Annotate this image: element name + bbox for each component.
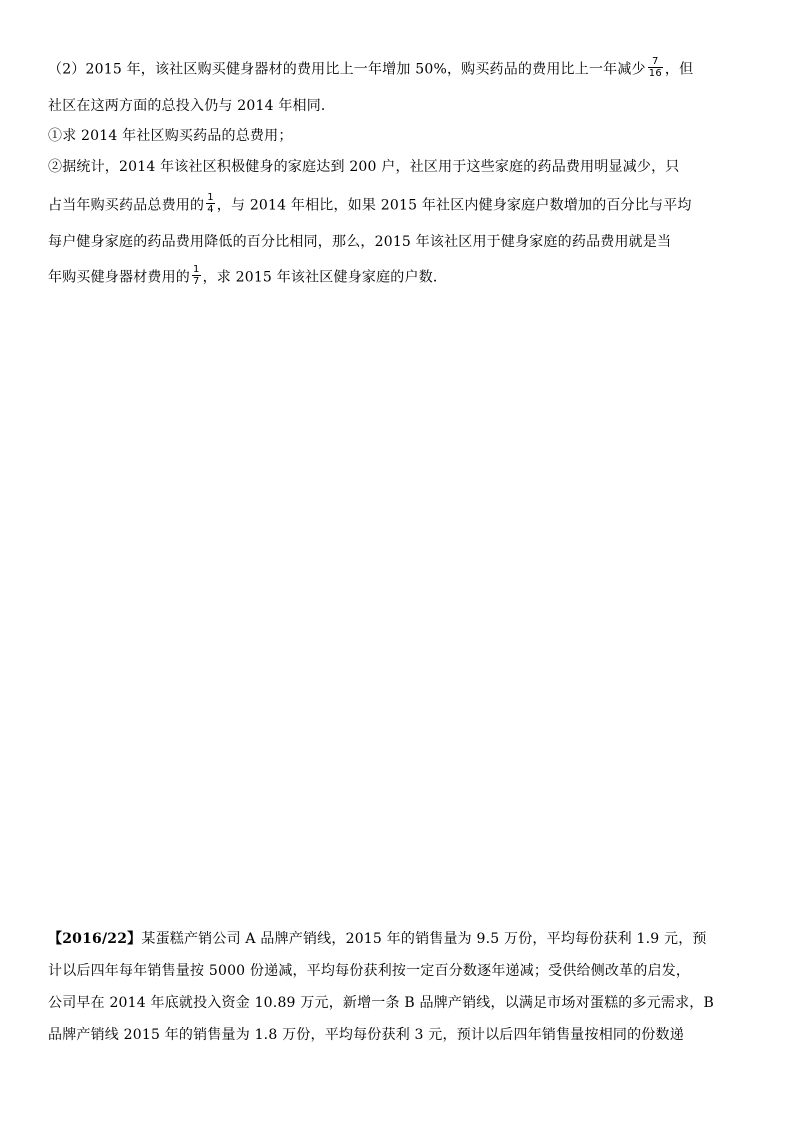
fraction-denominator: 16 bbox=[648, 68, 662, 79]
fraction-1-7 bbox=[192, 264, 201, 287]
q2-line-7-text-b: ，求 2015 年该社区健身家庭的户数． bbox=[202, 269, 448, 286]
q2-line-5-text-b: ，与 2014 年相比，如果 2015 年社区内健身家庭户数增加的百分比与平均 bbox=[216, 197, 692, 214]
problem-2016-line-1-text: 某蛋糕产销公司 A 品牌产销线，2015 年的销售量为 9.5 万份，平均每份获利 1.9 元，预 bbox=[141, 931, 707, 947]
q2-line-1-text-b: ，但 bbox=[664, 61, 694, 78]
q2-line-5-text-a: 占当年购买药品总费用的 bbox=[48, 197, 205, 214]
fraction-numerator: 1 bbox=[207, 192, 214, 203]
problem-2016-line-1 bbox=[48, 929, 707, 949]
fraction-denominator: 7 bbox=[193, 276, 200, 287]
q2-subquestion-2-line-1: ②据统计，2014 年该社区积极健身的家庭达到 200 户，社区用于这些家庭的药品费用明显减少，只 bbox=[48, 159, 680, 175]
q2-subquestion-1: ①求 2014 年社区购买药品的总费用； bbox=[48, 128, 293, 144]
q2-subquestion-2-line-2 bbox=[48, 194, 692, 217]
fraction-denominator: 4 bbox=[207, 204, 214, 215]
problem-2016-line-3: 公司早在 2014 年底就投入资金 10.89 万元，新增一条 B 品牌产销线，以满足市场对蛋糕的多元需求，B bbox=[48, 995, 714, 1011]
q2-subquestion-2-line-4 bbox=[48, 266, 447, 289]
q2-line-1 bbox=[48, 58, 693, 81]
fraction-numerator: 7 bbox=[652, 56, 659, 67]
q2-line-1-text-a: （2）2015 年，该社区购买健身器材的费用比上一年增加 50%，购买药品的费用比上一年减少 bbox=[48, 61, 646, 78]
fraction-numerator: 1 bbox=[193, 264, 200, 275]
q2-subquestion-2-line-3: 每户健身家庭的药品费用降低的百分比相同，那么，2015 年该社区用于健身家庭的药品费用就是当 bbox=[48, 234, 672, 250]
problem-tag: 【2016/22】 bbox=[48, 931, 142, 947]
problem-2016-line-4: 品牌产销线 2015 年的销售量为 1.8 万份，平均每份获利 3 元，预计以后四年销售量按相同的份数递 bbox=[48, 1027, 684, 1043]
fraction-7-16 bbox=[648, 56, 663, 79]
q2-line-7-text-a: 年购买健身器材费用的 bbox=[48, 269, 190, 286]
q2-line-2: 社区在这两方面的总投入仍与 2014 年相同． bbox=[48, 98, 336, 114]
problem-2016-line-2: 计以后四年每年销售量按 5000 份递减，平均每份获利按一定百分数逐年递减；受供给侧改革的启发， bbox=[48, 963, 691, 979]
fraction-1-4 bbox=[206, 192, 215, 215]
